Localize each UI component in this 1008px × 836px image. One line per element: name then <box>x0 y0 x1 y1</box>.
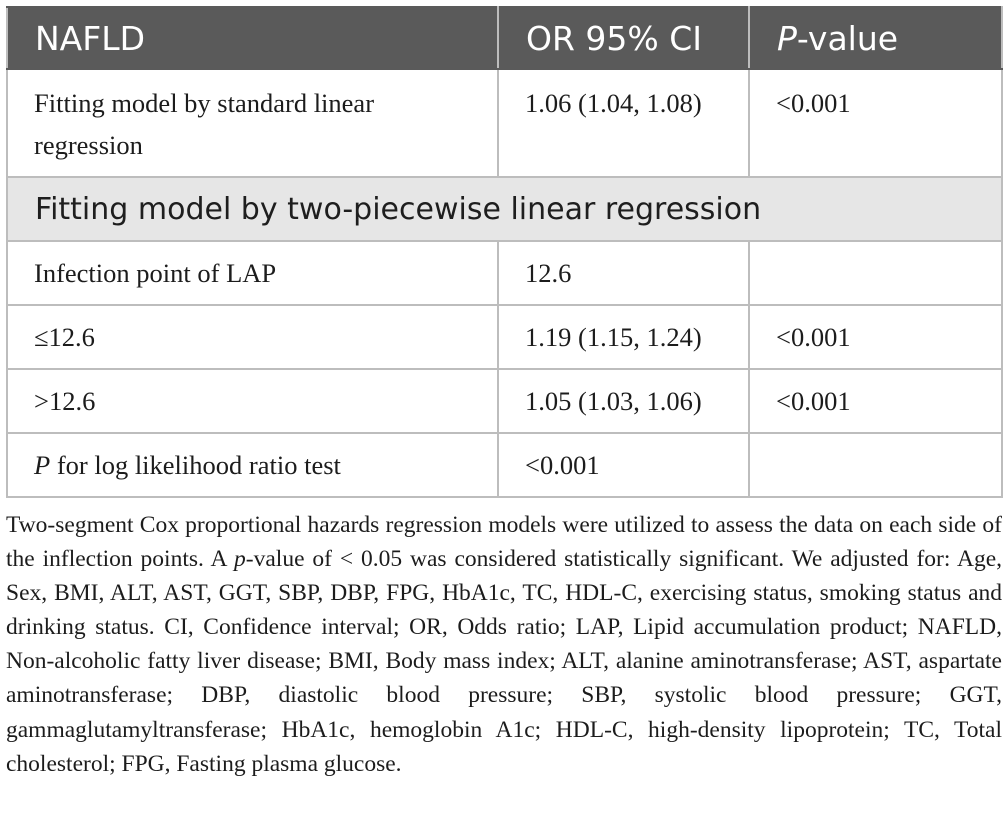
header-nafld <box>7 7 498 69</box>
row-p-value: <0.001 <box>776 386 851 416</box>
table-footnote <box>6 508 1002 781</box>
row-label: >12.6 <box>34 386 96 416</box>
row-lrt-label-rest: for log likelihood ratio test <box>50 450 341 480</box>
footnote-part2: -value of < 0.05 was considered statistically significant. We adjusted for: Age, Sex, BMI, ALT, AST, GGT, SBP, DBP, FPG, HbA1c, TC, HDL-C, exercising status, smoking status and drinking status. CI, Confidence interval; OR, Odds ratio; LAP, Lipid accumulation product; NAFLD, Non-alcoholic fatty liver disease; BMI, Body mass index; ALT, alanine aminotransferase; AST, aspartate aminotransferase; DBP, diastolic blood pressure; SBP, systolic blood pressure; GGT, gammaglutamyltransferase; HbA1c, hemoglobin A1c; HDL-C, high-density lipoprotein; TC, Total cholesterol; FPG, Fasting plasma glucose. <box>6 546 1002 777</box>
row-lrt-label <box>8 434 497 496</box>
table-row <box>7 369 1002 433</box>
header-row <box>7 7 1002 69</box>
row-or-ci: 12.6 <box>525 258 572 288</box>
table-row <box>7 305 1002 369</box>
row-lrt-p-italic: P <box>34 450 51 480</box>
row-standard-label: Fitting model by standard linear regression <box>34 88 375 160</box>
row-label: ≤12.6 <box>34 322 95 352</box>
footnote-p-italic: p <box>234 546 246 573</box>
table-row <box>7 241 1002 305</box>
header-p-value-label <box>750 19 1001 58</box>
table-row-lrt <box>7 433 1002 497</box>
header-or-ci-label: OR 95% CI <box>526 18 703 58</box>
row-standard-or-ci: 1.06 (1.04, 1.08) <box>525 88 702 118</box>
row-p-value: <0.001 <box>776 322 851 352</box>
header-p-rest: -value <box>796 18 899 58</box>
header-p-italic: P <box>777 18 797 58</box>
header-p-value <box>749 7 1002 69</box>
section-row <box>7 177 1002 241</box>
footnote-part1: Two-segment Cox proportional hazards regression models were utilized to assess the data on each side of the inflection points. A <box>6 512 1002 573</box>
header-nafld-label: NAFLD <box>35 18 146 58</box>
row-standard-p-value: <0.001 <box>776 88 851 118</box>
header-or-ci <box>498 7 749 69</box>
section-title: Fitting model by two-piecewise linear regression <box>7 177 1002 241</box>
row-label: Infection point of LAP <box>34 258 277 288</box>
table-row-standard <box>7 69 1002 177</box>
row-or-ci: 1.05 (1.03, 1.06) <box>525 386 702 416</box>
row-or-ci: 1.19 (1.15, 1.24) <box>525 322 702 352</box>
regression-table <box>6 6 1003 498</box>
row-lrt-or-ci: <0.001 <box>525 450 600 480</box>
